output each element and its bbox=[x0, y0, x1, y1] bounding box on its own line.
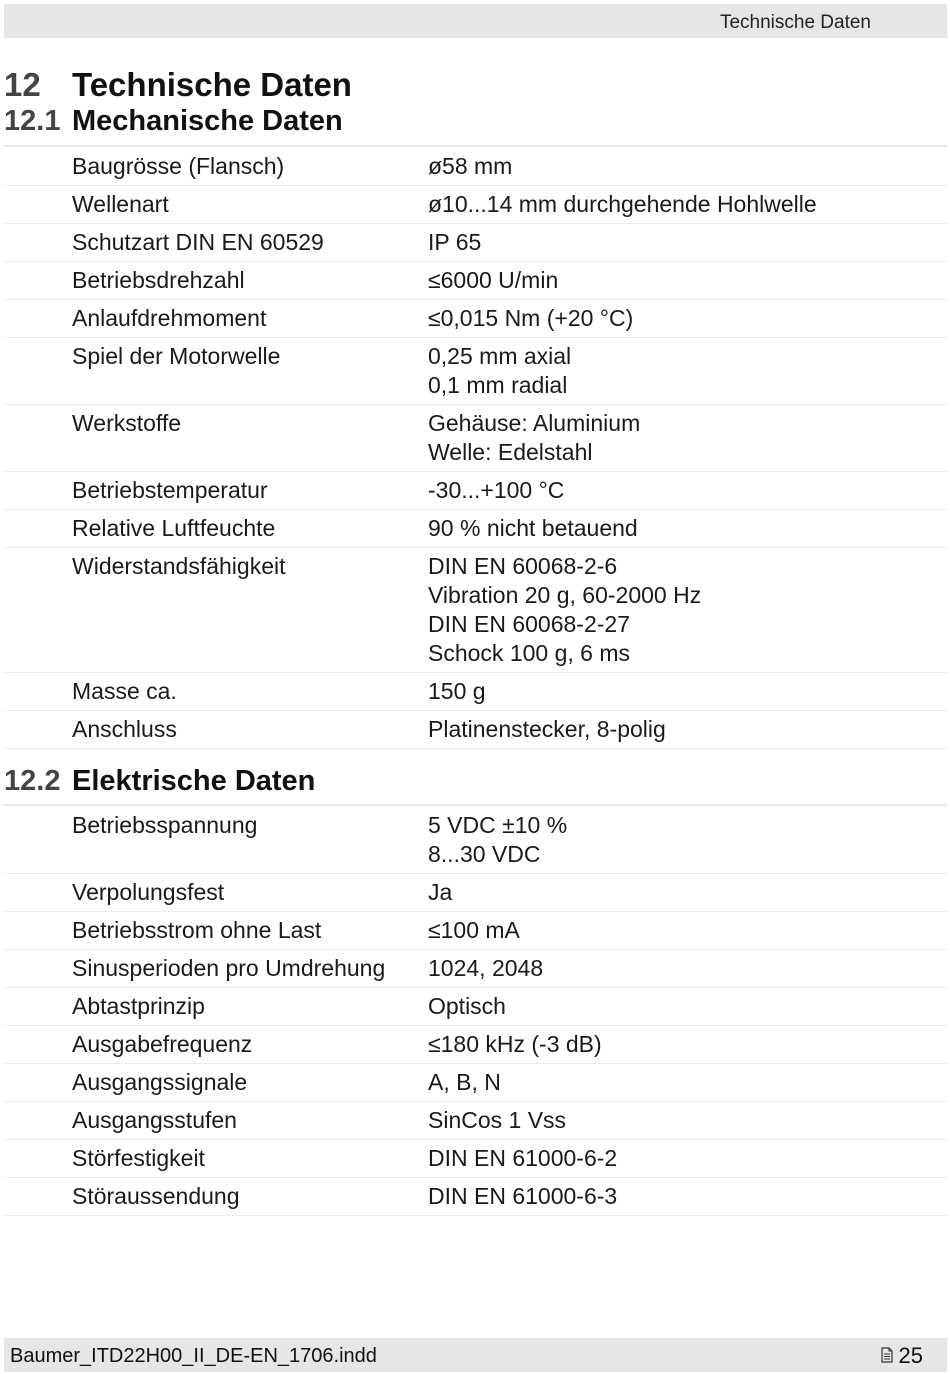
spec-row bbox=[4, 1178, 947, 1216]
spec-key: Spiel der Motorwelle bbox=[4, 338, 428, 405]
spec-row bbox=[4, 405, 947, 472]
spec-value: 150 g bbox=[428, 673, 947, 711]
spec-row bbox=[4, 950, 947, 988]
spec-key: Wellenart bbox=[4, 186, 428, 224]
spec-key: Anschluss bbox=[4, 711, 428, 749]
spec-value: Platinenstecker, 8-polig bbox=[428, 711, 947, 749]
spec-value: DIN EN 60068-2-6 Vibration 20 g, 60-2000 Hz DIN EN 60068-2-27 Schock 100 g, 6 ms bbox=[428, 548, 947, 673]
spec-value: ≤180 kHz (-3 dB) bbox=[428, 1026, 947, 1064]
section-title: Mechanische Daten bbox=[72, 105, 343, 137]
spec-key: Schutzart DIN EN 60529 bbox=[4, 224, 428, 262]
section-divider bbox=[4, 804, 947, 806]
spec-row bbox=[4, 148, 947, 186]
spec-key: Ausgangsstufen bbox=[4, 1102, 428, 1140]
spec-key: Werkstoffe bbox=[4, 405, 428, 472]
spec-value: ø10...14 mm durchgehende Hohlwelle bbox=[428, 186, 947, 224]
electrical-spec-table bbox=[4, 807, 947, 1216]
spec-row bbox=[4, 548, 947, 673]
spec-value: Ja bbox=[428, 874, 947, 912]
section-number: 12.2 bbox=[4, 765, 61, 797]
spec-key: Masse ca. bbox=[4, 673, 428, 711]
spec-row bbox=[4, 472, 947, 510]
footer-filename: Baumer_ITD22H00_II_DE-EN_1706.indd bbox=[10, 1345, 377, 1367]
spec-value: SinCos 1 Vss bbox=[428, 1102, 947, 1140]
spec-key: Ausgabefrequenz bbox=[4, 1026, 428, 1064]
spec-value: 90 % nicht betauend bbox=[428, 510, 947, 548]
spec-row bbox=[4, 874, 947, 912]
spec-row bbox=[4, 711, 947, 749]
spec-value: A, B, N bbox=[428, 1064, 947, 1102]
spec-row bbox=[4, 1064, 947, 1102]
spec-row bbox=[4, 262, 947, 300]
spec-row bbox=[4, 224, 947, 262]
header-bar bbox=[4, 4, 947, 38]
chapter-title: Technische Daten bbox=[72, 66, 352, 103]
footer-bar bbox=[4, 1338, 947, 1372]
section-divider bbox=[4, 145, 947, 147]
spec-key: Betriebstemperatur bbox=[4, 472, 428, 510]
spec-key: Verpolungsfest bbox=[4, 874, 428, 912]
spec-key: Sinusperioden pro Umdrehung bbox=[4, 950, 428, 988]
section-number: 12.1 bbox=[4, 105, 61, 137]
spec-key: Ausgangssignale bbox=[4, 1064, 428, 1102]
spec-key: Betriebsstrom ohne Last bbox=[4, 912, 428, 950]
spec-key: Betriebsdrehzahl bbox=[4, 262, 428, 300]
spec-value: 0,25 mm axial 0,1 mm radial bbox=[428, 338, 947, 405]
spec-value: DIN EN 61000-6-2 bbox=[428, 1140, 947, 1178]
document-icon bbox=[881, 1347, 893, 1363]
header-section-label: Technische Daten bbox=[719, 12, 871, 33]
spec-key: Störaussendung bbox=[4, 1178, 428, 1216]
spec-value: ≤6000 U/min bbox=[428, 262, 947, 300]
spec-row bbox=[4, 186, 947, 224]
spec-row bbox=[4, 1102, 947, 1140]
spec-value: ≤100 mA bbox=[428, 912, 947, 950]
spec-value: ≤0,015 Nm (+20 °C) bbox=[428, 300, 947, 338]
page-number: 25 bbox=[898, 1343, 923, 1368]
spec-key: Betriebsspannung bbox=[4, 807, 428, 874]
spec-key: Widerstandsfähigkeit bbox=[4, 548, 428, 673]
spec-row bbox=[4, 300, 947, 338]
spec-value: 5 VDC ±10 % 8...30 VDC bbox=[428, 807, 947, 874]
spec-row bbox=[4, 807, 947, 874]
spec-key: Relative Luftfeuchte bbox=[4, 510, 428, 548]
spec-key: Anlaufdrehmoment bbox=[4, 300, 428, 338]
spec-row bbox=[4, 338, 947, 405]
spec-value: Optisch bbox=[428, 988, 947, 1026]
spec-row bbox=[4, 673, 947, 711]
spec-key: Störfestigkeit bbox=[4, 1140, 428, 1178]
spec-key: Baugrösse (Flansch) bbox=[4, 148, 428, 186]
spec-value: DIN EN 61000-6-3 bbox=[428, 1178, 947, 1216]
spec-value: IP 65 bbox=[428, 224, 947, 262]
mechanical-spec-table bbox=[4, 148, 947, 749]
spec-value: -30...+100 °C bbox=[428, 472, 947, 510]
spec-key: Abtastprinzip bbox=[4, 988, 428, 1026]
spec-value: ø58 mm bbox=[428, 148, 947, 186]
spec-value: Gehäuse: Aluminium Welle: Edelstahl bbox=[428, 405, 947, 472]
spec-row bbox=[4, 510, 947, 548]
spec-row bbox=[4, 988, 947, 1026]
chapter-number: 12 bbox=[4, 66, 41, 103]
spec-value: 1024, 2048 bbox=[428, 950, 947, 988]
spec-row bbox=[4, 1140, 947, 1178]
section-title: Elektrische Daten bbox=[72, 765, 316, 797]
spec-row bbox=[4, 912, 947, 950]
spec-row bbox=[4, 1026, 947, 1064]
